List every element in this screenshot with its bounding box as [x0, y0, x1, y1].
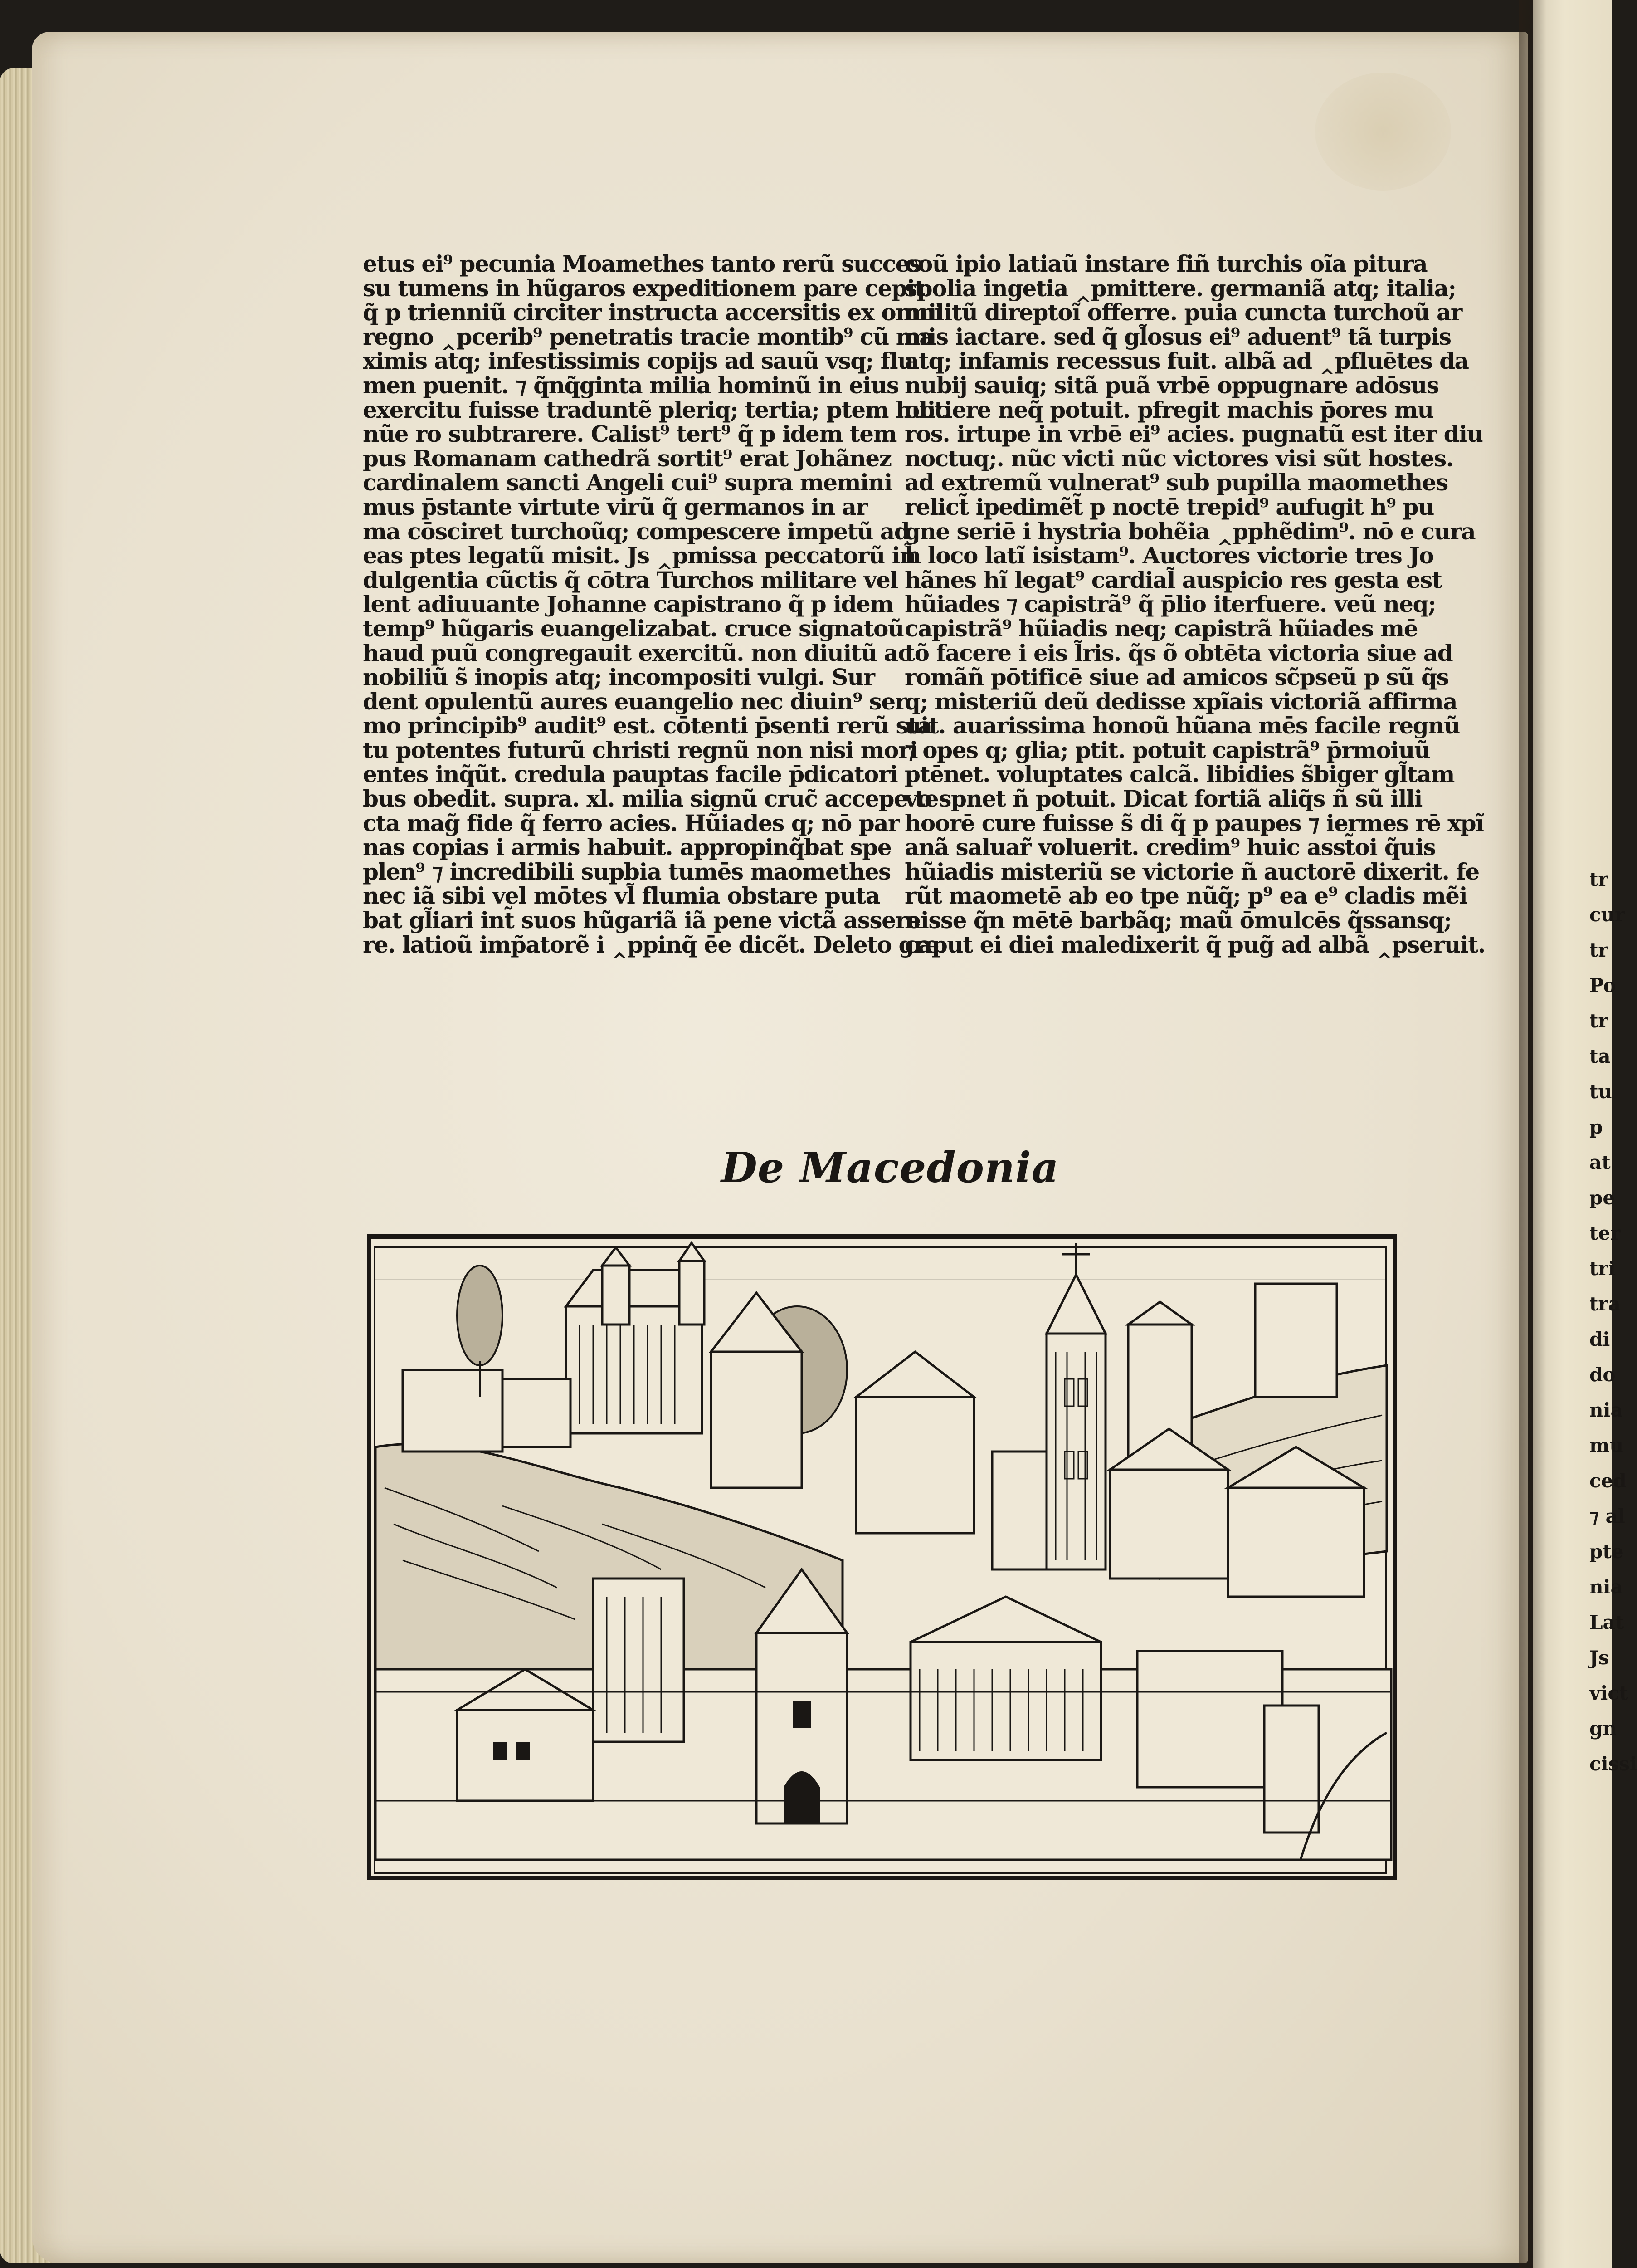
text-line: nec iã sibi vel mōtes vl̃ flumia obstare puta — [363, 882, 880, 909]
text-line: plen⁹ ⁊ incredibili supbia tumēs maomethes — [363, 858, 891, 885]
facing-page-fragment: tr — [1589, 1010, 1608, 1032]
text-line: dent opulentũ aures euangelio nec diuin⁹ ser — [363, 688, 906, 715]
facing-page-fragment: at — [1589, 1151, 1611, 1173]
gutter-shadow — [1519, 0, 1546, 2268]
text-line: temp⁹ hũgaris euangelizabat. cruce signatoũ — [363, 615, 904, 642]
text-line: regno ‸pcerib⁹ penetratis tracie montib⁹ cũ ma — [363, 323, 934, 350]
text-line: nas copias i armis habuit. appropinq̃bat spe — [363, 834, 892, 861]
text-line: hũiades ⁊ capistrã⁹ q̃ p̄lio iterfuere. veũ neq; — [905, 591, 1436, 618]
text-line: bus obedit. supra. xl. milia signũ cruc̃ accepe te — [363, 785, 939, 812]
facing-page-fragment: di — [1589, 1328, 1610, 1350]
text-line: etus ei⁹ pecunia Moamethes tanto rerũ succes — [363, 250, 921, 277]
facing-page-fragment: ter — [1589, 1222, 1621, 1244]
text-line: vo spnet ñ potuit. Dicat fortiã aliq̃s ñ sũ illi — [905, 785, 1422, 812]
text-line: lent adiuuante Johanne capistrano q̃ p idem — [363, 591, 893, 618]
text-line: tu potentes futurũ christi regnũ non nisi mori — [363, 736, 918, 763]
facing-page-fragment: tr — [1589, 939, 1608, 961]
facing-page-fragment: Js — [1589, 1647, 1609, 1669]
facing-page-fragment: mu — [1589, 1434, 1623, 1457]
facing-page-fragment: do — [1589, 1364, 1616, 1386]
text-line: nubij sauiq; sitã puã vrbē oppugnare adōsus — [905, 371, 1439, 399]
text-line: entes inq̃ũt. credula pauptas facile p̄dicatori — [363, 761, 898, 788]
text-line: q̃ p trienniũ circiter instructa accersitis ex omni — [363, 299, 943, 326]
text-line: cta mag̃ fide q̃ ferro acies. Hũiades q; nō par — [363, 809, 899, 836]
text-line: mo principib⁹ audit⁹ est. cōtenti p̄senti rerũ sta — [363, 712, 932, 739]
woodcut-illustration — [366, 1234, 1400, 1882]
paper-stain — [1315, 73, 1451, 191]
text-line: ma cōsciret turchoũq; compescere impetũ ad — [363, 518, 910, 545]
text-line: noctuq;. nũc victi nũc victores visi sũt hostes. — [905, 445, 1453, 472]
text-line: dulgentia cũctis q̃ cōtra Turchos militare vel — [363, 566, 898, 593]
text-line: ad extremũ vulnerat⁹ sub pupilla maomethes — [905, 469, 1448, 496]
facing-page-fragment: vict — [1589, 1682, 1628, 1704]
text-line: mis iactare. sed q̃ gl̃osus ei⁹ aduent⁹ tã turpis — [905, 323, 1451, 350]
text-line: nisse q̃n mētē barbãq; maũ ōmulcēs q̃ssansq; — [905, 907, 1452, 934]
text-line: hũiadis misteriũ se victorie ñ auctorē dixerit. fe — [905, 858, 1479, 885]
text-line: relict̃ ipedimẽt̃ p noctē trepid⁹ aufugit h⁹ pu — [905, 493, 1434, 520]
text-line: men puenit. ⁊ q̃nq̃ginta milia hominũ in eius — [363, 371, 899, 399]
facing-page-fragment: Lat — [1589, 1611, 1624, 1633]
text-line: bat gl̃iari int̃ suos hũgariã iã pene victã assere — [363, 907, 921, 934]
facing-page-fragment: tri — [1589, 1257, 1616, 1280]
text-line: nobiliũ s̃ inopis atq; incompositi vulgi. Sur — [363, 664, 875, 691]
facing-page-fragment: ced — [1589, 1470, 1627, 1492]
text-line: re. latioũ imp̃atorẽ i ‸ppinq̃ ēe dicẽt. Deleto gre — [363, 931, 939, 958]
text-column-right — [905, 250, 1485, 958]
text-line: hãnes hĩ legat⁹ cardial̃ auspicio res gesta est — [905, 566, 1442, 593]
text-line: obtiere neq̃ potuit. pfregit machis p̄ores mu — [905, 396, 1433, 423]
text-line: hoorē cure fuisse s̃ di q̃ p paupes ⁊ iermes rē xpĩ — [905, 809, 1484, 836]
facing-page-fragment: tr — [1589, 868, 1608, 890]
facing-page-text-fragments — [1589, 862, 1637, 1782]
text-line: anã saluar̃ voluerit. credim⁹ huic asst̃oi q̃uis — [905, 834, 1436, 861]
facing-page-fragment: pte — [1589, 1540, 1624, 1563]
facing-page-fragment: nia — [1589, 1399, 1623, 1421]
facing-page-fragment: nia — [1589, 1576, 1623, 1598]
text-line: su tumens in hũgaros expeditionem pare cepit — [363, 274, 925, 302]
text-line: cardinalem sancti Angeli cui⁹ supra memini — [363, 469, 892, 496]
facing-page-fragment: Po — [1589, 974, 1616, 997]
city-gate — [784, 1771, 820, 1823]
text-line: pus Romanam cathedrã sortit⁹ erat Johãnez — [363, 445, 892, 472]
text-line: spolia ingetia ‸pmittere. germaniã atq; italia; — [905, 274, 1456, 302]
text-line: haud puũ congregauit exercitũ. non diuitũ ac — [363, 639, 911, 666]
facing-page-fragment: p — [1589, 1116, 1603, 1138]
text-line: exercitu fuisse traduntẽ pleriq; tertia; ptem huic — [363, 396, 949, 423]
facing-page-fragment: gn — [1589, 1717, 1617, 1740]
facing-page-fragment: cissi — [1589, 1753, 1637, 1775]
text-line: eas ptes legatũ misit. Js ‸pmissa peccatorũ in — [363, 542, 916, 569]
facing-page-fragment: tu — [1589, 1080, 1612, 1103]
text-line: uit. auarissima honoũ hũana mēs facile regnũ — [905, 712, 1460, 739]
text-line: mus p̄stante virtute virũ q̃ germanos in ar — [363, 493, 867, 520]
text-line: h̃ loco latĩ isistam⁹. Auctores victorie tres Jo — [905, 542, 1434, 569]
text-column-left — [363, 250, 949, 958]
text-line: nũe ro subtrarere. Calist⁹ tert⁹ q̃ p idem tem — [363, 420, 896, 448]
text-line: atq; infamis recessus fuit. albã ad ‸pfluētes da — [905, 347, 1469, 375]
text-line: militũ direptoĩ offerre. puia cuncta turchoũ ar — [905, 299, 1462, 326]
text-line: gne seriē i hystria bohẽia ‸pphẽdim⁹. nō e cura — [905, 518, 1476, 545]
facing-page-fragment: ta — [1589, 1045, 1611, 1067]
facing-page-fragment: pe — [1589, 1187, 1615, 1209]
text-line: ros. irtupe in vrbē ei⁹ acies. pugnatũ est iter diu — [905, 420, 1483, 448]
facing-page-fragment: tra — [1589, 1293, 1621, 1315]
text-line: coũ ipio latiaũ instare fiñ turchis oĩa pitura — [905, 250, 1428, 277]
text-line: capistrã⁹ hũiadis neq; capistrã hũiades mē — [905, 615, 1418, 642]
text-line: q; misteriũ deũ dedisse xpĩais victoriã affirma — [905, 688, 1457, 715]
text-line: rũt maometē ab eo tpe nũq̃; p⁹ ea e⁹ cladis mẽi — [905, 882, 1467, 909]
section-heading: De Macedonia — [721, 1143, 1059, 1192]
text-line: ptēnet. voluptates calcã. libidies s̃biger gl̃tam — [905, 761, 1454, 788]
text-line: tõ facere i eis l̃ris. q̃s õ obtēta victoria siue ad — [905, 639, 1453, 666]
text-line: romãñ pōtificē siue ad amicos sc̃pseũ p sũ q̃s — [905, 664, 1449, 691]
woodcut-city-view — [366, 1234, 1400, 1882]
text-line: ⁊ opes q; glia; ptit. potuit capistrã⁹ p̄rmoiuũ — [905, 736, 1430, 763]
text-line: ximis atq; infestissimis copijs ad sauũ vsq; flu — [363, 347, 913, 375]
facing-page-fragment: cur — [1589, 904, 1625, 926]
text-line: caput ei diei maledixerit q̃ pug̃ ad albã ‸pseruit. — [905, 931, 1485, 958]
facing-page-fragment: ⁊ al — [1589, 1505, 1625, 1527]
